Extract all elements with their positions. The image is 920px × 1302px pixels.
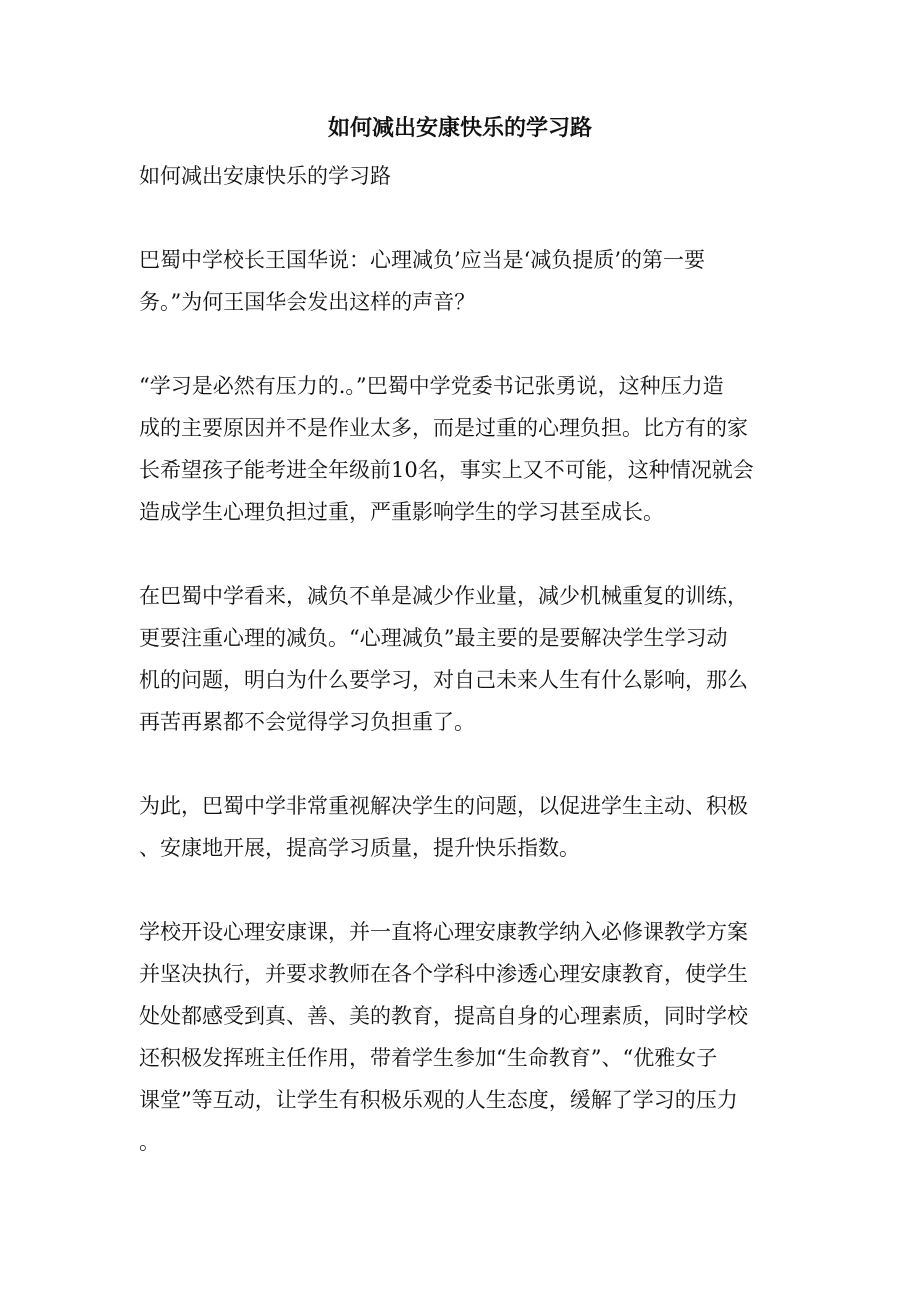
document-title: 如何减出安康快乐的学习路 <box>327 115 592 141</box>
paragraph-4 <box>139 785 779 869</box>
document-body <box>139 155 779 1205</box>
paragraph-line: 处处都感受到真、善、美的教育，提高自身的心理素质，同时学校 <box>139 1004 748 1028</box>
paragraph-line: “学习是必然有压力的.。”巴蜀中学党委书记张勇说，这种压力造 <box>139 374 724 398</box>
paragraph-line: 成的主要原因并不是作业太多，而是过重的心理负担。比方有的家 <box>139 416 748 440</box>
paragraph-line: 学校开设心理安康课，并一直将心理安康教学纳入必修课教学方案 <box>139 920 748 944</box>
paragraph-line: 、安康地开展，提高学习质量，提升快乐指数。 <box>139 836 580 860</box>
document-subtitle: 如何减出安康快乐的学习路 <box>139 164 391 188</box>
paragraph-line: 。 <box>139 1130 160 1154</box>
paragraph-2 <box>139 365 779 533</box>
paragraph-line: 务。”为何王国华会发出这样的声音？ <box>139 290 476 314</box>
paragraph-line: 还积极发挥班主任作用，带着学生参加“生命教育”、“优雅女子 <box>139 1046 718 1070</box>
paragraph-line: 课堂”等互动，让学生有积极乐观的人生态度，缓解了学习的压力 <box>139 1088 738 1112</box>
paragraph-5 <box>139 911 779 1163</box>
paragraph-line: 在巴蜀中学看来，减负不单是减少作业量，减少机械重复的训练， <box>139 584 748 608</box>
paragraph-line: 再苦再累都不会觉得学习负担重了。 <box>139 710 475 734</box>
paragraph-line: 机的问题，明白为什么要学习，对自己未来人生有什么影响，那么 <box>139 668 748 692</box>
paragraph-3 <box>139 575 779 743</box>
paragraph-line: 长希望孩子能考进全年级前10名，事实上又不可能，这种情况就会 <box>139 458 754 482</box>
paragraph-line: 造成学生心理负担过重，严重影响学生的学习甚至成长。 <box>139 500 664 524</box>
paragraph-line: 为此，巴蜀中学非常重视解决学生的问题，以促进学生主动、积极 <box>139 794 748 818</box>
paragraph-line: 巴蜀中学校长王国华说：心理减负’应当是‘减负提质’的第一要 <box>139 248 706 272</box>
paragraph-line: 并坚决执行，并要求教师在各个学科中渗透心理安康教育，使学生 <box>139 962 748 986</box>
paragraph-line: 更要注重心理的减负。“心理减负”最主要的是要解决学生学习动 <box>139 626 728 650</box>
paragraph-1 <box>139 239 779 323</box>
